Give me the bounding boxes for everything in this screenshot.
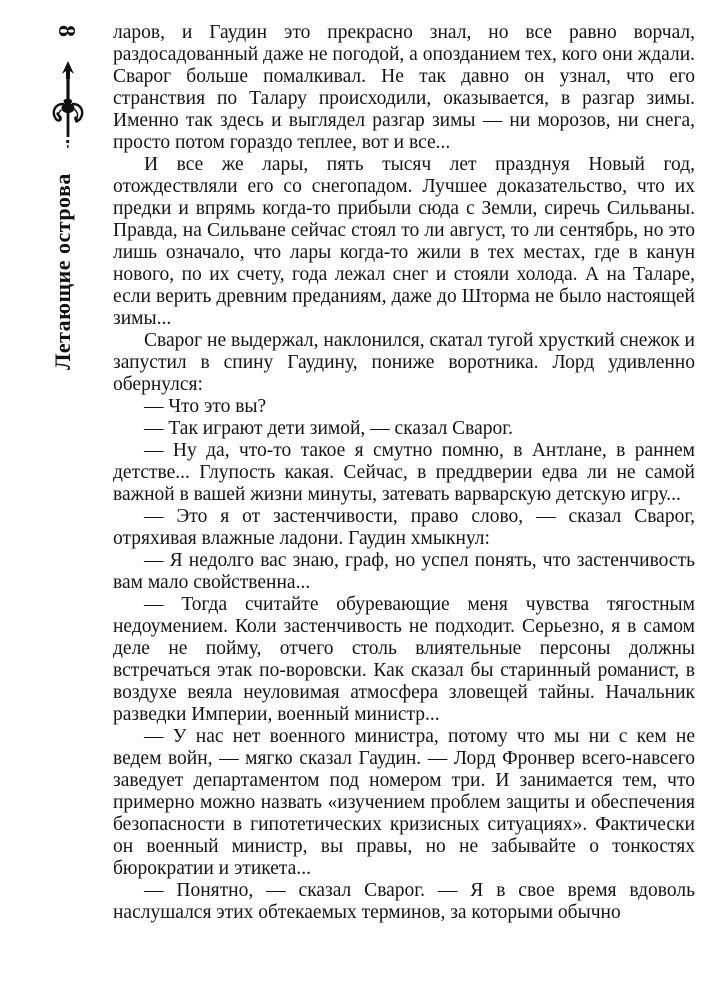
running-title: Летающие острова — [50, 173, 75, 370]
paragraph: — Тогда считайте обуревающие меня чувства тягостным недоумением. Коли застенчивость не подходит. Серьезно, я в самом деле не пойму, отчего столь влиятельные персоны должны встречаться этак по-воровски. Как сказал бы старинный романист, в воздухе веяла неуловимая атмосфера зловещей тайны. Начальник разведки Империи, военный министр... — [113, 594, 695, 725]
paragraph: И все же лары, пять тысяч лет празднуя Новый год, отождествляли его со снегопадом. Лучшее доказательство, что их предки и впрямь когда-то прибыли сюда с Земли, сиречь Сильваны. Правда, на Сильване сейчас стоял то ли август, то ли сентябрь, но это лишь означало, что лары когда-то жили в тех местах, где в канун нового, по их счету, года лежал снег и стояли холода. А на Таларе, если верить древним преданиям, даже до Шторма не было настоящей зимы... — [113, 154, 695, 329]
paragraph: — Понятно, — сказал Сварог. — Я в свое время вдоволь наслушался этих обтекаемых терминов, за которыми обычно — [113, 880, 695, 923]
dagger-ornament-icon — [47, 61, 89, 149]
page-number: 8 — [53, 25, 79, 37]
paragraph: — Это я от застенчивости, право слово, — сказал Сварог, отряхивая влажные ладони. Гаудин хмыкнул: — [113, 506, 695, 549]
paragraph: Сварог не выдержал, наклонился, скатал тугой хрусткий снежок и запустил в спину Гаудину, пониже воротника. Лорд удивленно обернулся: — [113, 330, 695, 395]
text-column — [113, 22, 695, 924]
paragraph: — У нас нет военного министра, потому что мы ни с кем не ведем войн, — мягко сказал Гаудин. — Лорд Фронвер всего-навсего заведует департаментом под номером три. И занимается тем, что примерно можно назвать «изучением проблем защиты и обеспечения безопасности в гипотетических кризисных ситуациях». Фактически он военный министр, вы правы, но не забывайте о тонкостях бюрократии и этикета... — [113, 726, 695, 879]
paragraph: — Так играют дети зимой, — сказал Сварог. — [144, 418, 513, 439]
paragraph: — Что это вы? — [144, 396, 267, 417]
paragraph: — Я недолго вас знаю, граф, но успел понять, что застенчивость вам мало свойственна... — [113, 550, 695, 593]
paragraph: ларов, и Гаудин это прекрасно знал, но все равно ворчал, раздосадованный даже не погодой, а опозданием тех, кого они ждали. Сварог больше помалкивал. Не так давно он узнал, что его странствия по Талару происходили, оказывается, в разгар зимы. Именно так здесь и выглядел разгар зимы — ни морозов, ни снега, просто потом гораздо теплее, вот и все... — [113, 22, 695, 153]
paragraph: — Ну да, что-то такое я смутно помню, в Антлане, в раннем детстве... Глупость какая. Сейчас, в преддверии едва ли не самой важной в вашей жизни минуты, затевать варварскую детскую игру... — [113, 440, 695, 505]
